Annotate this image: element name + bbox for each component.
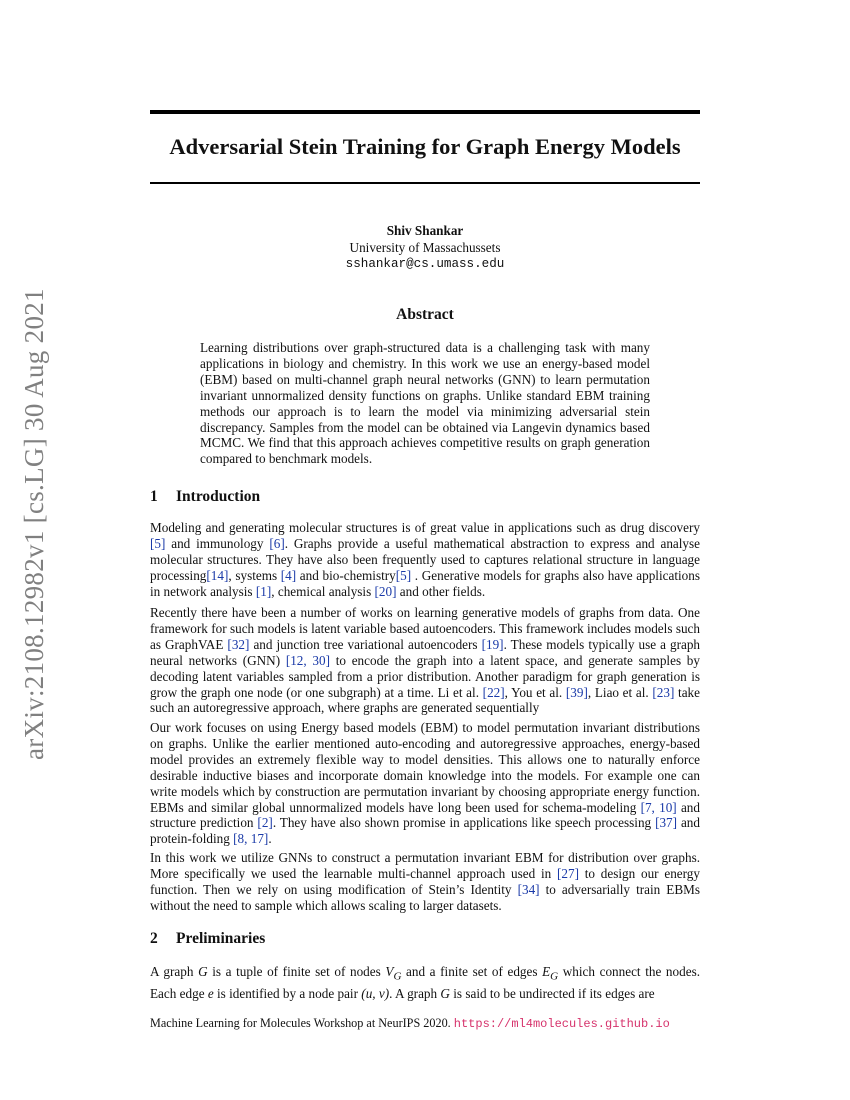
citation-link[interactable]: [32] [227, 636, 250, 652]
math-symbol: V [385, 964, 394, 979]
citation-link[interactable]: [6] [269, 535, 285, 551]
text-run: , chemical analysis [271, 583, 375, 599]
author-block [150, 222, 700, 273]
intro-paragraph-1 [150, 520, 700, 600]
citation-link[interactable]: [7, 10] [640, 799, 677, 815]
text-run: take such an autoregressive approach, where graphs are generated sequentially [150, 684, 700, 716]
intro-paragraph-3 [150, 720, 700, 847]
text-run: and junction tree variational autoencoders [249, 636, 482, 652]
intro-paragraph-4 [150, 850, 700, 914]
footer-text: Machine Learning for Molecules Workshop at NeurIPS 2020. [150, 1016, 454, 1030]
text-run: which connect the nodes. Each edge [150, 964, 700, 1001]
math-subscript: G [550, 970, 559, 983]
math-symbol: E [542, 964, 551, 979]
text-run: . A graph [389, 985, 441, 1001]
text-run: is said to be undirected if its edges are [449, 985, 655, 1001]
text-run: In this work we utilize GNNs to construct a permutation invariant EBM for distribution over graphs. More specifically we used the learnable multi-channel approach used in [150, 850, 700, 881]
text-run: to design our energy function. Then we rely on using modification of Stein’s Identity [150, 865, 700, 897]
paper-title: Adversarial Stein Training for Graph Energy Models [169, 134, 681, 159]
text-run: , You et al. [504, 684, 566, 700]
text-run: A graph [150, 964, 199, 979]
citation-link[interactable]: [27] [557, 865, 579, 881]
text-run: , Liao et al. [587, 684, 653, 700]
citation-link[interactable]: [8, 17] [233, 831, 269, 847]
text-run: is identified by a node pair [213, 985, 362, 1001]
intro-paragraph-2 [150, 605, 700, 716]
section-title: Preliminaries [176, 930, 266, 947]
text-run: . Graphs provide a useful mathematical abstraction to express and analyse molecular structures. They have also been frequently used to captures relational structure in language processing [150, 535, 701, 583]
section-heading-introduction [150, 488, 260, 506]
arxiv-stamp: arXiv:2108.12982v1 [cs.LG] 30 Aug 2021 [19, 288, 49, 760]
abstract-text: Learning distributions over graph-structured data is a challenging task with many applications in biology and chemistry. In this work we use an energy-based model (EBM) based on multi-channel graph neural networks (GNN) to learn permutation invariant unnormalized density functions on graphs. Unlike standard EBM training methods our approach is to learn the model via minimizing adversarial stein discrepancy. Samples from the model can be obtained via Langevin dynamics based MCMC. We find that this approach achieves competitive results on graph generation compared to benchmark models. [200, 340, 650, 467]
math-subscript: G [393, 970, 402, 983]
text-run: and other fields. [396, 583, 486, 599]
citation-link[interactable]: [2] [257, 815, 273, 831]
text-run: . [268, 831, 272, 847]
abstract-heading: Abstract [396, 306, 454, 323]
text-run: and structure prediction [150, 799, 700, 831]
text-run: , systems [228, 567, 281, 583]
citation-link[interactable]: [5] [150, 535, 166, 551]
citation-link[interactable]: [34] [517, 881, 540, 897]
title-bottom-rule [150, 182, 700, 184]
footer-note [150, 1016, 670, 1031]
citation-link[interactable]: [4] [280, 567, 297, 583]
citation-link[interactable]: [5] [395, 567, 412, 583]
prelim-paragraph-1 [150, 964, 700, 1001]
text-run: Modeling and generating molecular structures is of great value in applications such as drug discovery [150, 520, 700, 535]
text-run: to adversarially train EBMs without the need to sample which allows scaling to larger datasets. [150, 881, 701, 913]
citation-link[interactable]: [22] [482, 684, 505, 700]
text-run: and protein-folding [150, 815, 700, 847]
text-run: is a tuple of finite set of nodes [207, 964, 386, 979]
math-symbol: (u, v) [361, 985, 390, 1001]
text-run: Recently there have been a number of works on learning generative models of graphs from data. One framework for such models is latent variable based autoencoders. This framework includes models such as GraphVAE [150, 605, 700, 652]
author-name: Shiv Shankar [386, 223, 464, 238]
citation-link[interactable]: [37] [655, 815, 678, 831]
citation-link[interactable]: [23] [652, 684, 675, 700]
section-number: 1 [150, 488, 158, 505]
title-top-rule [150, 110, 700, 114]
section-title: Introduction [176, 488, 261, 505]
citation-link[interactable]: [19] [481, 636, 504, 652]
citation-link[interactable]: [12, 30] [285, 652, 330, 668]
citation-link[interactable]: [14] [206, 567, 229, 583]
text-run: . They have also shown promise in applications like speech processing [272, 815, 656, 831]
text-run: and immunology [165, 535, 270, 551]
text-run: to encode the graph into a latent space, and generate samples by decoding latent variables sampled from a prior distribution. Another paradigm for graph generation is grow the graph one node (or one subgraph) at a time. Li et al. [150, 652, 700, 700]
citation-link[interactable]: [39] [565, 684, 588, 700]
author-email[interactable]: sshankar@cs.umass.edu [345, 257, 505, 271]
text-run: and a finite set of edges [401, 964, 543, 979]
citation-link[interactable]: [1] [255, 583, 272, 599]
math-symbol: G [198, 964, 208, 979]
section-heading-preliminaries [150, 930, 265, 948]
citation-link[interactable]: [20] [374, 583, 397, 599]
math-symbol: e [207, 985, 214, 1001]
math-symbol: G [440, 985, 450, 1001]
footer-url-link[interactable]: https://ml4molecules.github.io [453, 1017, 670, 1031]
text-run: . Generative models for graphs also have applications in network analysis [150, 567, 700, 599]
text-run: . These models typically use a graph neural networks (GNN) [150, 636, 701, 668]
text-run: Our work focuses on using Energy based models (EBM) to model permutation invariant distributions on graphs. Unlike the earlier mentioned auto-encoding and autoregressive approaches, energy-based model provides an extremely flexible way to model densities. This allows one to naturally enforce desirable inductive biases and incorporate domain knowledge into the models. For example one can write models which by construction are permutation invariant by choosing appropriate energy function. EBMs and similar global unnormalized models have long been used for schema-modeling [150, 720, 700, 815]
author-affiliation: University of Massachussets [349, 240, 501, 255]
text-run: and bio-chemistry [296, 567, 396, 583]
section-number: 2 [150, 930, 158, 947]
